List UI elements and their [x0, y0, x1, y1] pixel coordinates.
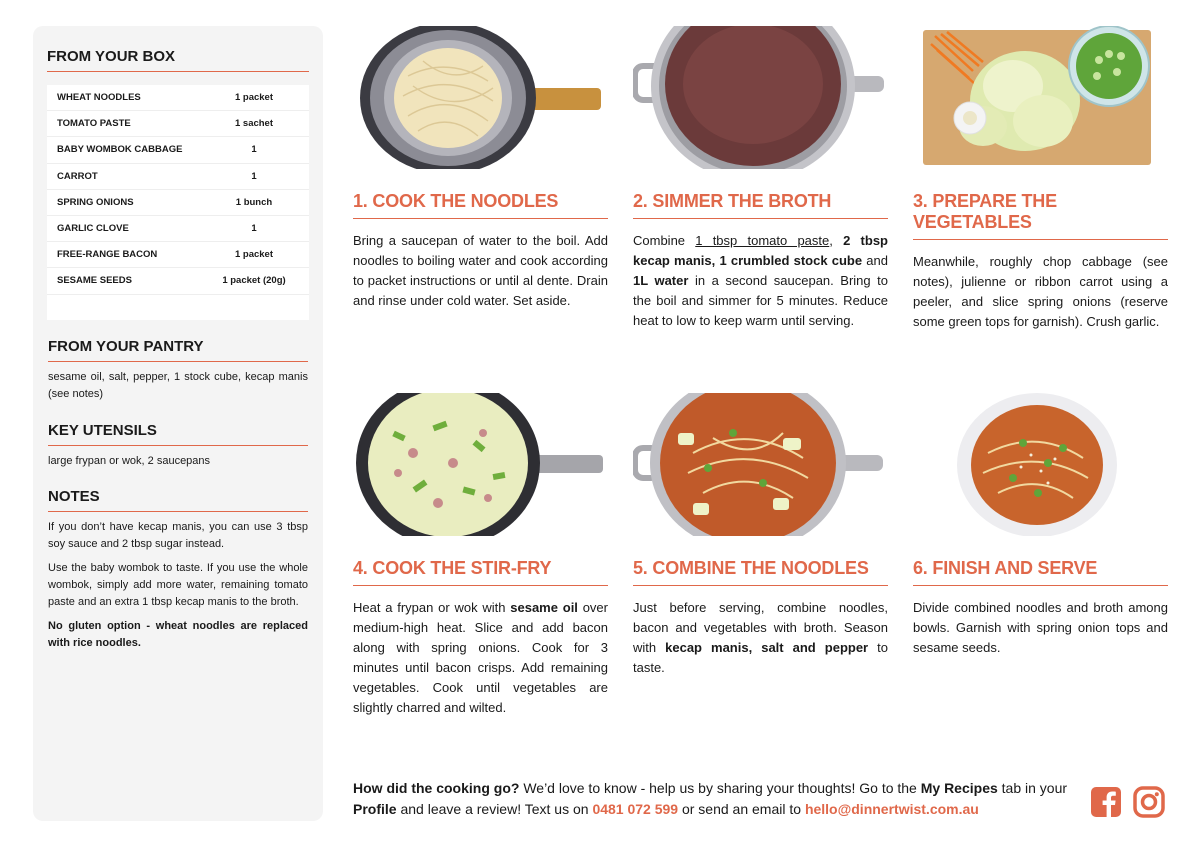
step-photo [633, 26, 888, 169]
step-title: 6. FINISH AND SERVE [913, 558, 1168, 586]
ingredient-name: CARROT [57, 170, 98, 182]
step-photo [913, 393, 1168, 536]
note-text: If you don’t have kecap manis, you can use 3 tbsp soy sauce and 2 tbsp sugar instead. [48, 521, 308, 550]
ingredient-name: TOMATO PASTE [57, 118, 131, 130]
from-your-box-heading: FROM YOUR BOX [47, 48, 309, 72]
notes-section [48, 488, 308, 652]
pantry-section [48, 338, 308, 403]
step-4 [353, 393, 608, 718]
text-run: Just before serving, combine noodles, bacon and vegetables with broth. Season with [633, 600, 888, 655]
email-link[interactable]: hello@dinnertwist.com.au [804, 801, 979, 817]
step-5 [633, 393, 888, 678]
step-text: Meanwhile, roughly chop cabbage (see notes), julienne or ribbon carrot using a peeler, and slice spring onions (reserve some green tops for garnish). Crush garlic. [913, 254, 1168, 329]
step-photo [353, 393, 608, 536]
step-photo [633, 393, 888, 536]
step-3 [913, 26, 1168, 332]
step-text: Divide combined noodles and broth among bowls. Garnish with spring onion tops and sesame seeds. [913, 600, 1168, 655]
text-run: , [829, 233, 844, 248]
step-title: 3. PREPARE THE VEGETABLES [913, 191, 1168, 240]
text-run: and [862, 253, 888, 268]
ingredient-name: SESAME SEEDS [57, 275, 132, 287]
step-1 [353, 26, 608, 311]
table-row [47, 242, 309, 268]
step-photo [353, 26, 608, 169]
ingredient-qty: 1 packet [234, 92, 274, 104]
step-text [353, 598, 608, 718]
table-row [47, 190, 309, 216]
feedback-footer [353, 778, 1073, 820]
text-run: to taste. [633, 640, 888, 675]
utensils-heading: KEY UTENSILS [48, 422, 308, 446]
ingredient-qty: 1 bunch [235, 196, 273, 208]
ingredient-qty: 1 [251, 170, 257, 182]
step-title: 4. COOK THE STIR-FRY [353, 558, 608, 586]
ingredient-name: SPRING ONIONS [57, 196, 134, 208]
ingredient-name: GARLIC CLOVE [57, 223, 129, 235]
ingredient-qty: 1 packet [234, 249, 274, 261]
text-run: We’d love to know - help us by sharing your thoughts! Go to the [519, 780, 921, 796]
utensils-text: large frypan or wok, 2 saucepans [48, 455, 211, 467]
ingredient-name: FREE-RANGE BACON [57, 249, 158, 261]
table-row [47, 111, 309, 137]
text-run: How did the cooking go? [353, 780, 520, 796]
step-title: 5. COMBINE THE NOODLES [633, 558, 888, 586]
notes-heading: NOTES [48, 488, 308, 512]
text-run: 2 tbsp kecap manis, 1 crumbled stock cube [633, 233, 888, 268]
text-run: 1 tbsp tomato paste [695, 233, 830, 248]
text-run: kecap manis, salt and pepper [665, 640, 869, 655]
ingredient-qty: 1 packet (20g) [222, 275, 286, 287]
text-run: 1L water [633, 273, 689, 288]
step-photo [913, 26, 1168, 169]
ingredient-name: WHEAT NOODLES [57, 92, 141, 104]
step-2 [633, 26, 888, 331]
step-text [633, 231, 888, 331]
text-run: Profile [353, 801, 397, 817]
text-run: and leave a review! Text us on [396, 801, 593, 817]
note-text: Use the baby wombok to taste. If you use the whole wombok, simply add more water, remaining tomato paste and an extra 1 tbsp kecap manis to the broth. [48, 562, 308, 608]
text-run: over medium-high heat. Slice and add bacon along with spring onions. Cook for 3 minutes until bacon crisps. Add remaining vegetables. Cook until vegetables are slightly charred and wilted. [353, 600, 608, 715]
ingredient-name: BABY WOMBOK CABBAGE [57, 144, 183, 156]
step-text [633, 598, 888, 678]
table-row [47, 85, 309, 111]
text-run: My Recipes [920, 780, 998, 796]
phone-link[interactable]: 0481 072 599 [592, 801, 679, 817]
text-run: tab in your [997, 780, 1068, 796]
ingredient-qty: 1 [251, 144, 257, 156]
step-title: 1. COOK THE NOODLES [353, 191, 608, 219]
utensils-section [48, 422, 308, 470]
ingredient-qty: 1 sachet [234, 118, 274, 130]
pantry-heading: FROM YOUR PANTRY [48, 338, 308, 362]
ingredient-qty: 1 [251, 223, 257, 235]
step-6 [913, 393, 1168, 658]
table-row [47, 268, 309, 294]
ingredients-sidebar [33, 26, 323, 821]
table-row [47, 164, 309, 190]
table-row [47, 216, 309, 242]
text-run: sesame oil [510, 600, 578, 615]
facebook-icon[interactable] [1090, 786, 1122, 818]
text-run: or send an email to [678, 801, 805, 817]
table-row [47, 137, 309, 163]
ingredients-table [47, 85, 309, 320]
gluten-note: No gluten option - wheat noodles are replaced with rice noodles. [48, 620, 308, 649]
text-run: Combine [633, 233, 696, 248]
text-run: Heat a frypan or wok with [353, 600, 511, 615]
pantry-text: sesame oil, salt, pepper, 1 stock cube, kecap manis (see notes) [48, 371, 308, 400]
instagram-icon[interactable] [1133, 786, 1165, 818]
text-run: in a second saucepan. Bring to the boil and simmer for 5 minutes. Reduce heat to low to keep warm until serving. [633, 273, 888, 328]
step-title: 2. SIMMER THE BROTH [633, 191, 888, 219]
step-text: Bring a saucepan of water to the boil. Add noodles to boiling water and cook according to packet instructions or until al dente. Drain and rinse under cold water. Set aside. [353, 233, 608, 308]
